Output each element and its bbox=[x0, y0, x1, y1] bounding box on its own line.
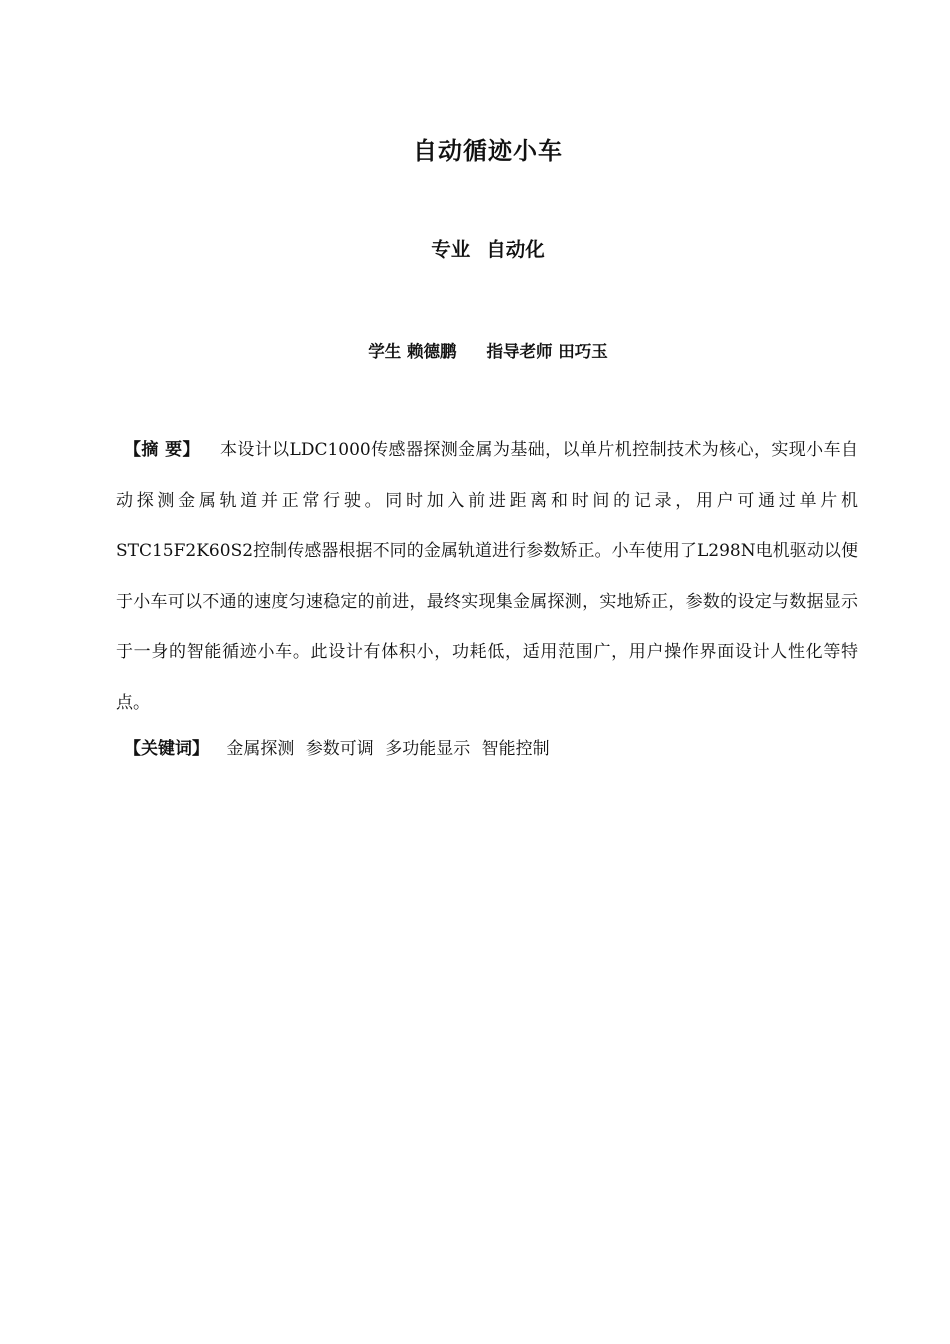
keyword-item: 金属探测 bbox=[226, 739, 295, 759]
advisor-label: 指导老师 bbox=[486, 342, 553, 361]
major-value: 自动化 bbox=[486, 238, 545, 261]
advisor-name: 田巧玉 bbox=[558, 342, 608, 361]
major-line bbox=[0, 234, 950, 262]
keywords-label: 【关键词】 bbox=[124, 739, 209, 759]
keywords-line bbox=[124, 734, 556, 759]
keyword-item: 参数可调 bbox=[305, 739, 374, 759]
student-name: 赖德鹏 bbox=[407, 342, 457, 361]
abstract-text: 本设计以LDC1000传感器探测金属为基础，以单片机控制技术为核心，实现小车自动探测金属轨道并正常行驶。同时加入前进距离和时间的记录，用户可通过单片机STC15F2K60S2控制传感器根据不同的金属轨道进行参数矫正。小车使用了L298N电机驱动以便于小车可以不通的速度匀速稳定的前进，最终实现集金属探测，实地矫正，参数的设定与数据显示于一身的智能循迹小车。此设计有体积小，功耗低，适用范围广，用户操作界面设计人性化等特点。 bbox=[116, 440, 858, 713]
major-label: 专业 bbox=[431, 238, 471, 261]
student-label: 学生 bbox=[368, 342, 402, 361]
abstract-label: 【摘 要】 bbox=[124, 440, 200, 460]
paper-title: 自动循迹小车 bbox=[413, 136, 563, 165]
keyword-item: 多功能显示 bbox=[385, 739, 471, 759]
abstract-paragraph bbox=[116, 425, 858, 728]
authors-line bbox=[0, 338, 950, 362]
keyword-item: 智能控制 bbox=[481, 739, 550, 759]
